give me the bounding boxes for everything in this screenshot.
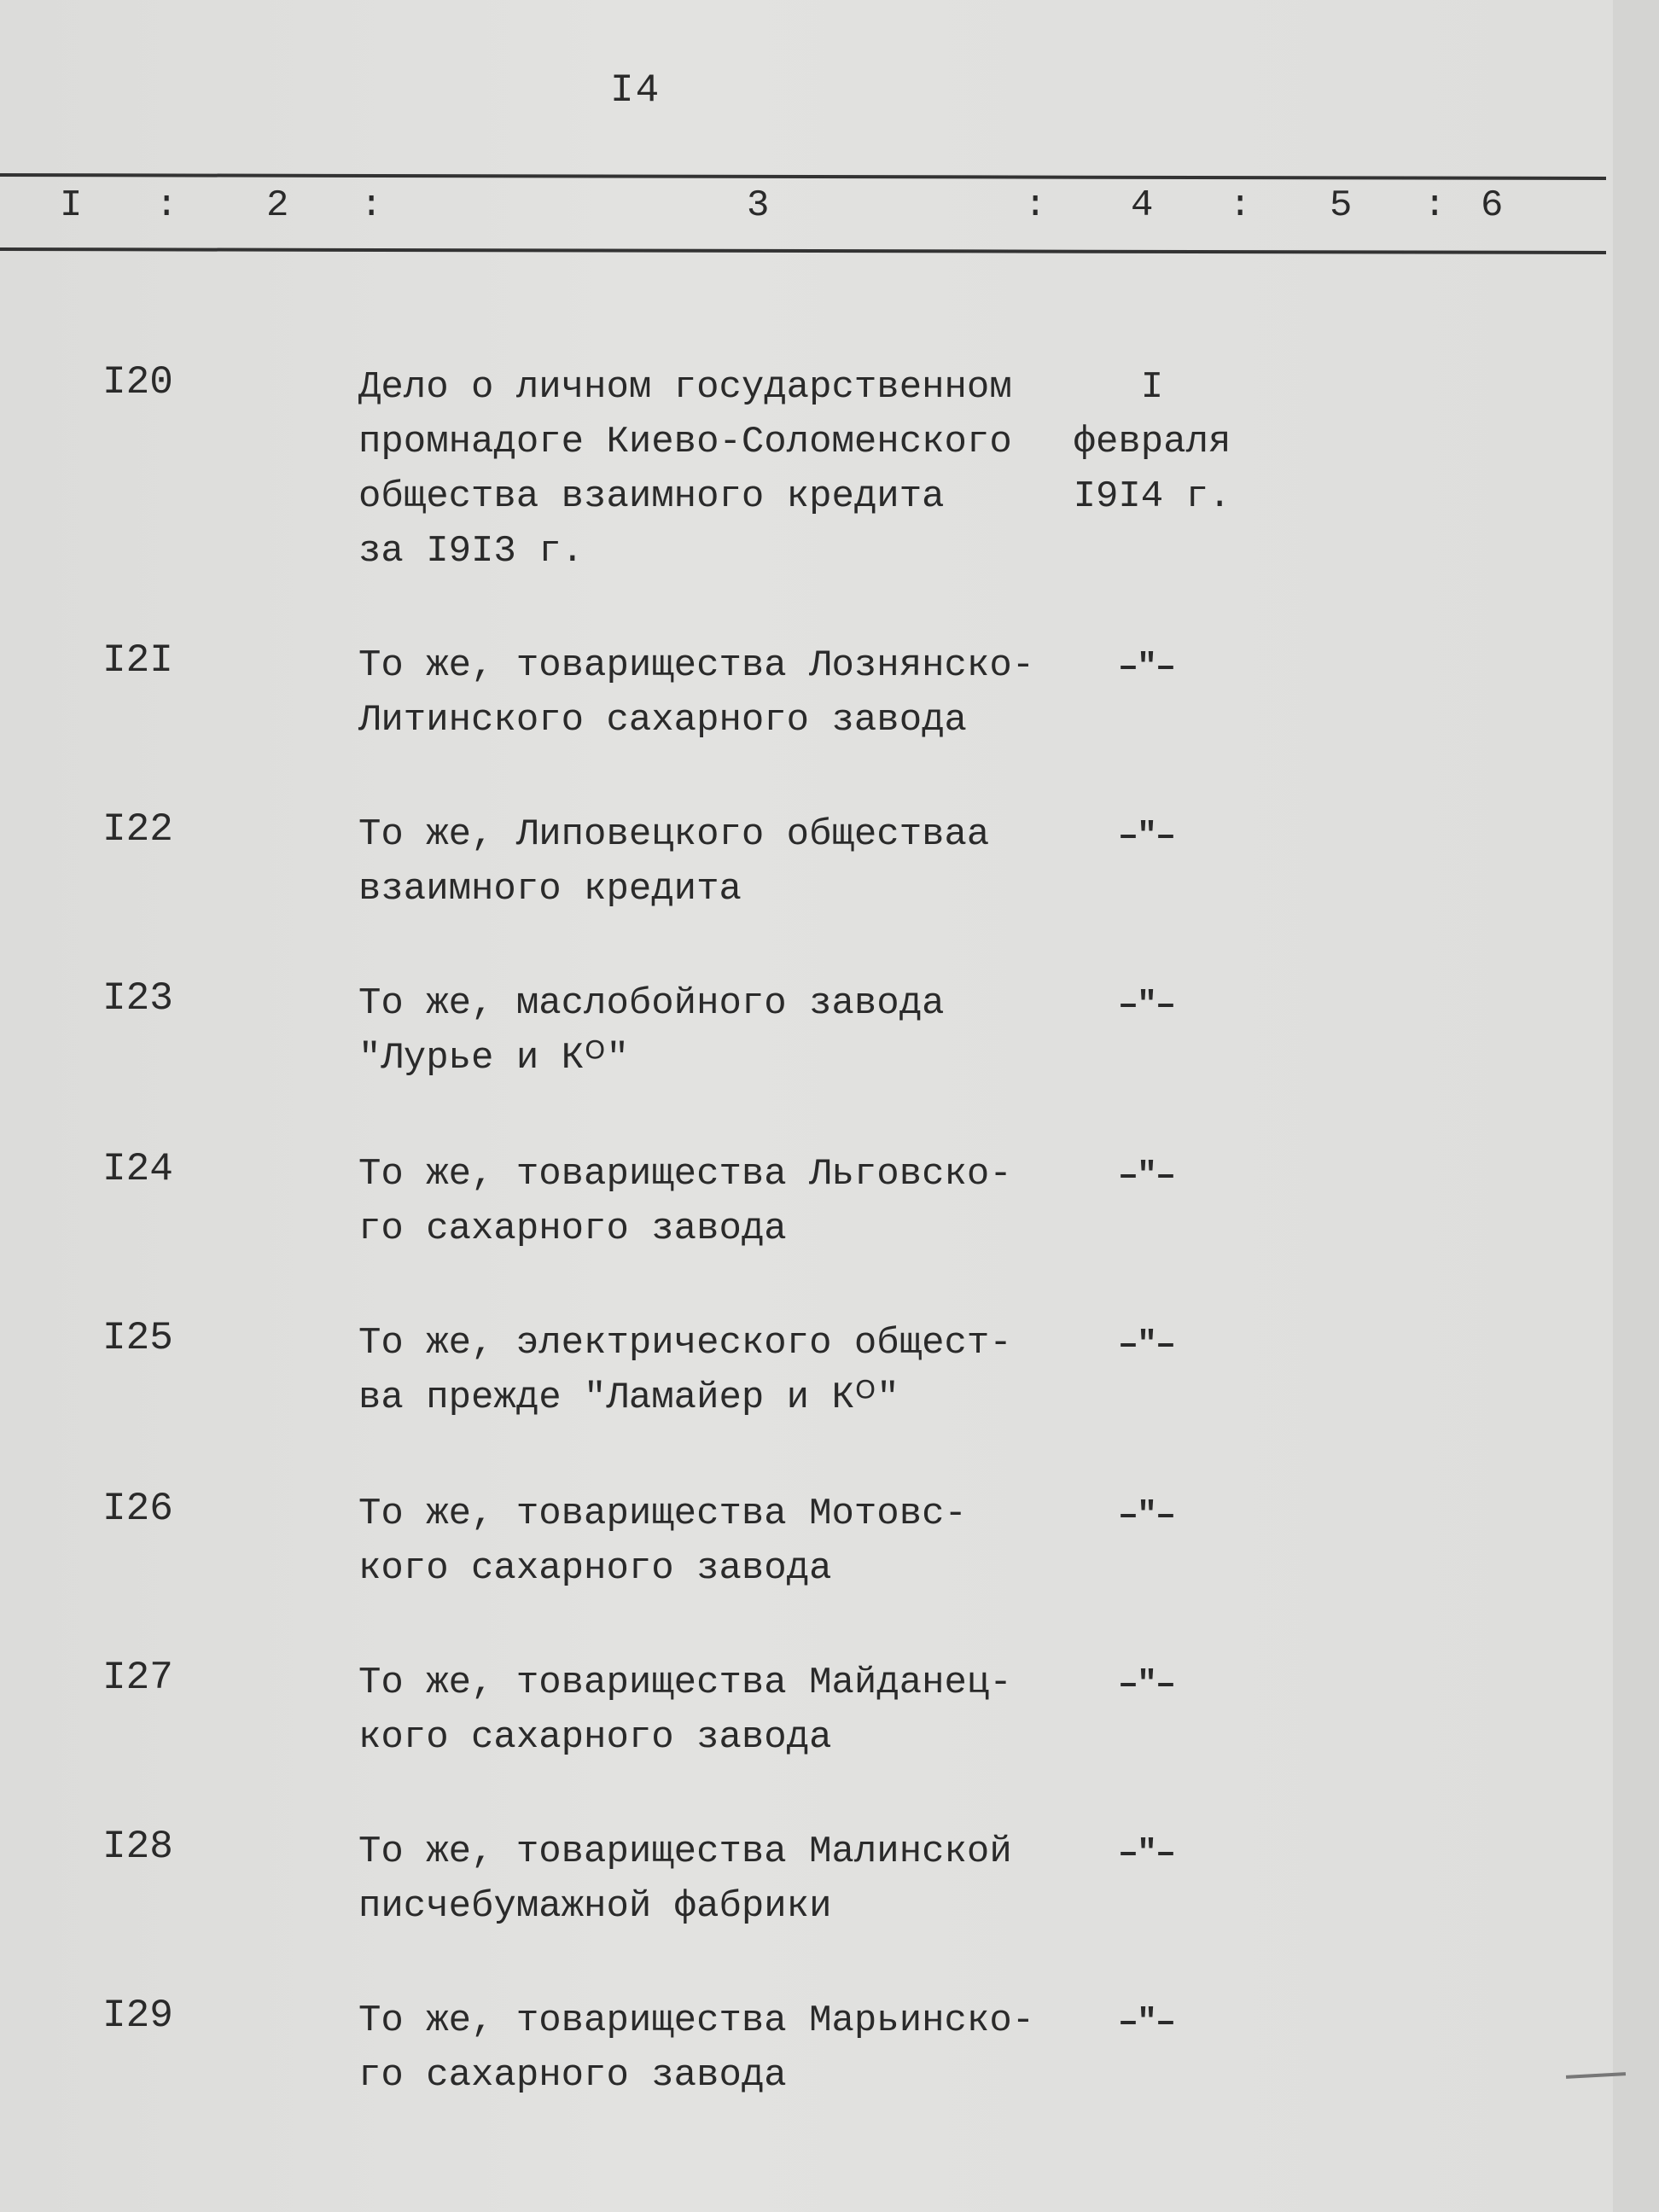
header-bottom-rule <box>0 247 1606 254</box>
row-number: I25 <box>102 1316 173 1360</box>
row-title-line: писчебумажной фабрики <box>358 1885 832 1928</box>
row-date-line: I9I4 г. <box>1073 475 1231 518</box>
ditto-mark: –"– <box>1118 649 1175 687</box>
row-title <box>358 1487 1084 1596</box>
row-title-line: взаимного кредита <box>358 868 742 911</box>
column-separator: : <box>1229 184 1252 227</box>
column-header-6: 6 <box>1481 184 1504 227</box>
column-header-2: 2 <box>266 184 289 227</box>
row-date-line: февраля <box>1073 421 1231 463</box>
row-title-line: То же, электрического общест- <box>358 1322 1012 1365</box>
row-title <box>358 1147 1084 1256</box>
row-number: I26 <box>102 1487 173 1531</box>
ditto-mark: –"– <box>1118 1835 1175 1873</box>
row-title <box>358 638 1084 748</box>
row-title-line: общества взаимного кредита <box>358 475 945 518</box>
row-title <box>358 1994 1084 2103</box>
row-number: I28 <box>102 1825 173 1869</box>
row-title-line: То же, Липовецкого обществаа <box>358 813 990 856</box>
row-title-line: кого сахарного завода <box>358 1716 832 1759</box>
page-number: I4 <box>610 68 661 113</box>
row-title-line: То же, товарищества Мотовс- <box>358 1493 967 1535</box>
row-title <box>358 1656 1084 1765</box>
column-separator: : <box>155 184 178 227</box>
header-top-rule <box>0 173 1606 180</box>
row-title-line: То же, маслобойного завода <box>358 982 945 1025</box>
row-title-line: То же, товарищества Лознянско- <box>358 644 1035 687</box>
row-title-line: ва прежде "Ламайер и Кᴼ" <box>358 1377 899 1419</box>
column-header-4: 4 <box>1131 184 1154 227</box>
column-header-3: 3 <box>747 184 770 227</box>
row-title-line: Литинского сахарного завода <box>358 699 967 742</box>
row-number: I22 <box>102 807 173 852</box>
row-title <box>358 807 1084 917</box>
column-header-1: I <box>60 184 83 227</box>
row-date-line: I <box>1140 366 1164 409</box>
row-number: I29 <box>102 1994 173 2038</box>
column-separator: : <box>360 184 383 227</box>
row-title-line: го сахарного завода <box>358 1208 787 1250</box>
row-title-line: промнадоге Киево-Соломенского <box>358 421 1012 463</box>
row-title-line: за I9I3 г. <box>358 530 585 573</box>
ditto-mark: –"– <box>1118 818 1175 856</box>
row-title-line: То же, товарищества Льговско- <box>358 1153 1012 1196</box>
margin-pencil-mark <box>1566 2072 1626 2079</box>
row-number: I2I <box>102 638 173 683</box>
row-title-line: То же, товарищества Марьинско- <box>358 2000 1035 2042</box>
row-title-line: го сахарного завода <box>358 2054 787 2097</box>
row-date <box>1067 360 1237 524</box>
column-separator: : <box>1423 184 1447 227</box>
row-title <box>358 360 1084 579</box>
row-title-line: То же, товарищества Майданец- <box>358 1662 1012 1704</box>
ditto-mark: –"– <box>1118 2004 1175 2042</box>
row-number: I20 <box>102 360 173 405</box>
row-title-line: То же, товарищества Малинской <box>358 1831 1012 1873</box>
ditto-mark: –"– <box>1118 1497 1175 1535</box>
ditto-mark: –"– <box>1118 1157 1175 1196</box>
row-title-line: кого сахарного завода <box>358 1547 832 1590</box>
row-number: I23 <box>102 976 173 1021</box>
row-title <box>358 976 1084 1086</box>
row-number: I24 <box>102 1147 173 1191</box>
row-title <box>358 1825 1084 1934</box>
column-header-5: 5 <box>1330 184 1353 227</box>
column-separator: : <box>1024 184 1047 227</box>
ditto-mark: –"– <box>1118 1666 1175 1704</box>
row-title-line: Дело о личном государственном <box>358 366 1012 409</box>
ditto-mark: –"– <box>1118 987 1175 1025</box>
ditto-mark: –"– <box>1118 1326 1175 1365</box>
row-number: I27 <box>102 1656 173 1700</box>
row-title <box>358 1316 1084 1425</box>
row-title-line: "Лурье и Кᴼ" <box>358 1037 629 1080</box>
